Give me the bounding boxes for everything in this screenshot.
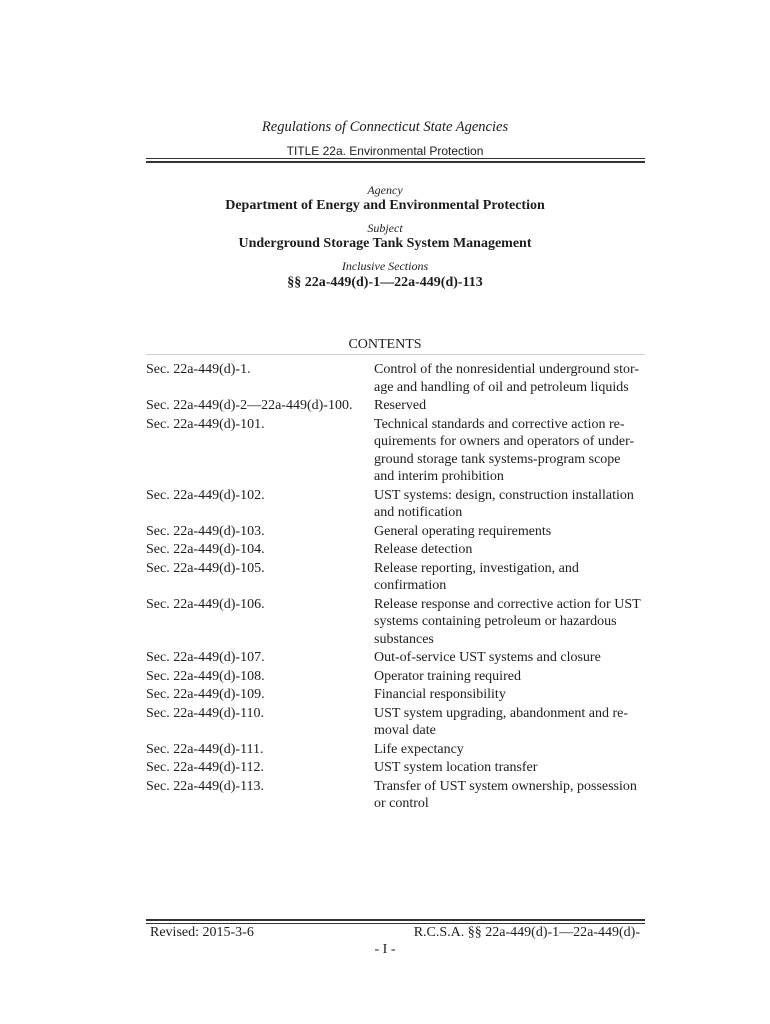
footer-rule-thick (146, 919, 645, 921)
revised-date: Revised: 2015-3-6 (150, 925, 254, 940)
section-description: Technical standards and corrective action re-quirements for owners and operators of under-ground storage tank systems-program scope and interim prohibition (374, 416, 635, 484)
contents-heading: CONTENTS (348, 337, 422, 352)
section-number: Sec. 22a-449(d)-101. (146, 416, 265, 432)
contents-entry (146, 649, 646, 667)
contents-entry (146, 416, 646, 486)
regulations-title: Regulations of Connecticut State Agencies (261, 119, 509, 135)
section-description: Reserved (374, 398, 427, 413)
section-number: Sec. 22a-449(d)-106. (146, 596, 265, 612)
section-number: Sec. 22a-449(d)-2—22a-449(d)-100. (146, 398, 353, 413)
contents-entry (146, 705, 646, 740)
footer-rule-thin (146, 923, 645, 924)
contents-entry (146, 741, 646, 759)
title-subheading: TITLE 22a. Environmental Protection (286, 144, 484, 158)
footer-citation: R.C.S.A. §§ 22a-449(d)-1—22a-449(d)- (413, 925, 640, 940)
agency-name: Department of Energy and Environmental Protection (225, 198, 545, 213)
contents-entry (146, 759, 646, 777)
section-number: Sec. 22a-449(d)-1. (146, 362, 251, 377)
section-number: Sec. 22a-449(d)-105. (146, 560, 265, 576)
section-description: Life expectancy (374, 741, 464, 757)
header-rule-thick (146, 161, 645, 163)
section-description: Release response and corrective action for UST systems containing petroleum or hazardous substances (374, 596, 641, 647)
section-description: Control of the nonresidential underground stor-age and handling of oil and petroleum liquids (374, 362, 640, 395)
subject-label: Subject (367, 221, 403, 235)
subject-name: Underground Storage Tank System Management (238, 236, 532, 251)
section-description: UST system location transfer (374, 760, 538, 775)
section-number: Sec. 22a-449(d)-111. (146, 741, 264, 757)
contents-entry (146, 541, 646, 559)
section-number: Sec. 22a-449(d)-112. (146, 760, 265, 775)
section-description: Operator training required (374, 668, 521, 684)
contents-entry (146, 397, 646, 415)
section-number: Sec. 22a-449(d)-113. (146, 778, 265, 794)
section-description: Release reporting, investigation, and confirmation (374, 560, 579, 593)
section-number: Sec. 22a-449(d)-102. (146, 487, 265, 503)
section-description: Release detection (374, 542, 473, 557)
agency-label: Agency (367, 183, 403, 197)
sections-label: Inclusive Sections (341, 259, 429, 273)
contents-entry (146, 487, 646, 522)
contents-entry (146, 778, 646, 813)
contents-entry (146, 361, 646, 396)
section-description: General operating requirements (374, 523, 552, 539)
section-description: Financial responsibility (374, 687, 506, 702)
section-description: UST system upgrading, abandonment and re-moval date (374, 705, 629, 738)
section-number: Sec. 22a-449(d)-104. (146, 542, 265, 557)
section-number: Sec. 22a-449(d)-108. (146, 668, 265, 684)
section-number: Sec. 22a-449(d)-109. (146, 687, 265, 702)
page-number: - I - (374, 942, 396, 957)
contents-entry (146, 596, 646, 649)
contents-entry (146, 560, 646, 595)
contents-entry (146, 668, 646, 686)
section-description: UST systems: design, construction installation and notification (374, 487, 634, 520)
contents-entry (146, 686, 646, 704)
section-number: Sec. 22a-449(d)-107. (146, 650, 265, 665)
section-number: Sec. 22a-449(d)-103. (146, 523, 265, 539)
header-rule-thin (146, 158, 645, 159)
contents-rule (146, 354, 645, 355)
contents-entry (146, 523, 646, 541)
section-number: Sec. 22a-449(d)-110. (146, 705, 265, 721)
inclusive-sections: §§ 22a-449(d)-1—22a-449(d)-113 (287, 275, 483, 290)
section-description: Transfer of UST system ownership, possession or control (374, 778, 637, 811)
section-description: Out-of-service UST systems and closure (374, 650, 601, 665)
contents-list (146, 361, 646, 814)
